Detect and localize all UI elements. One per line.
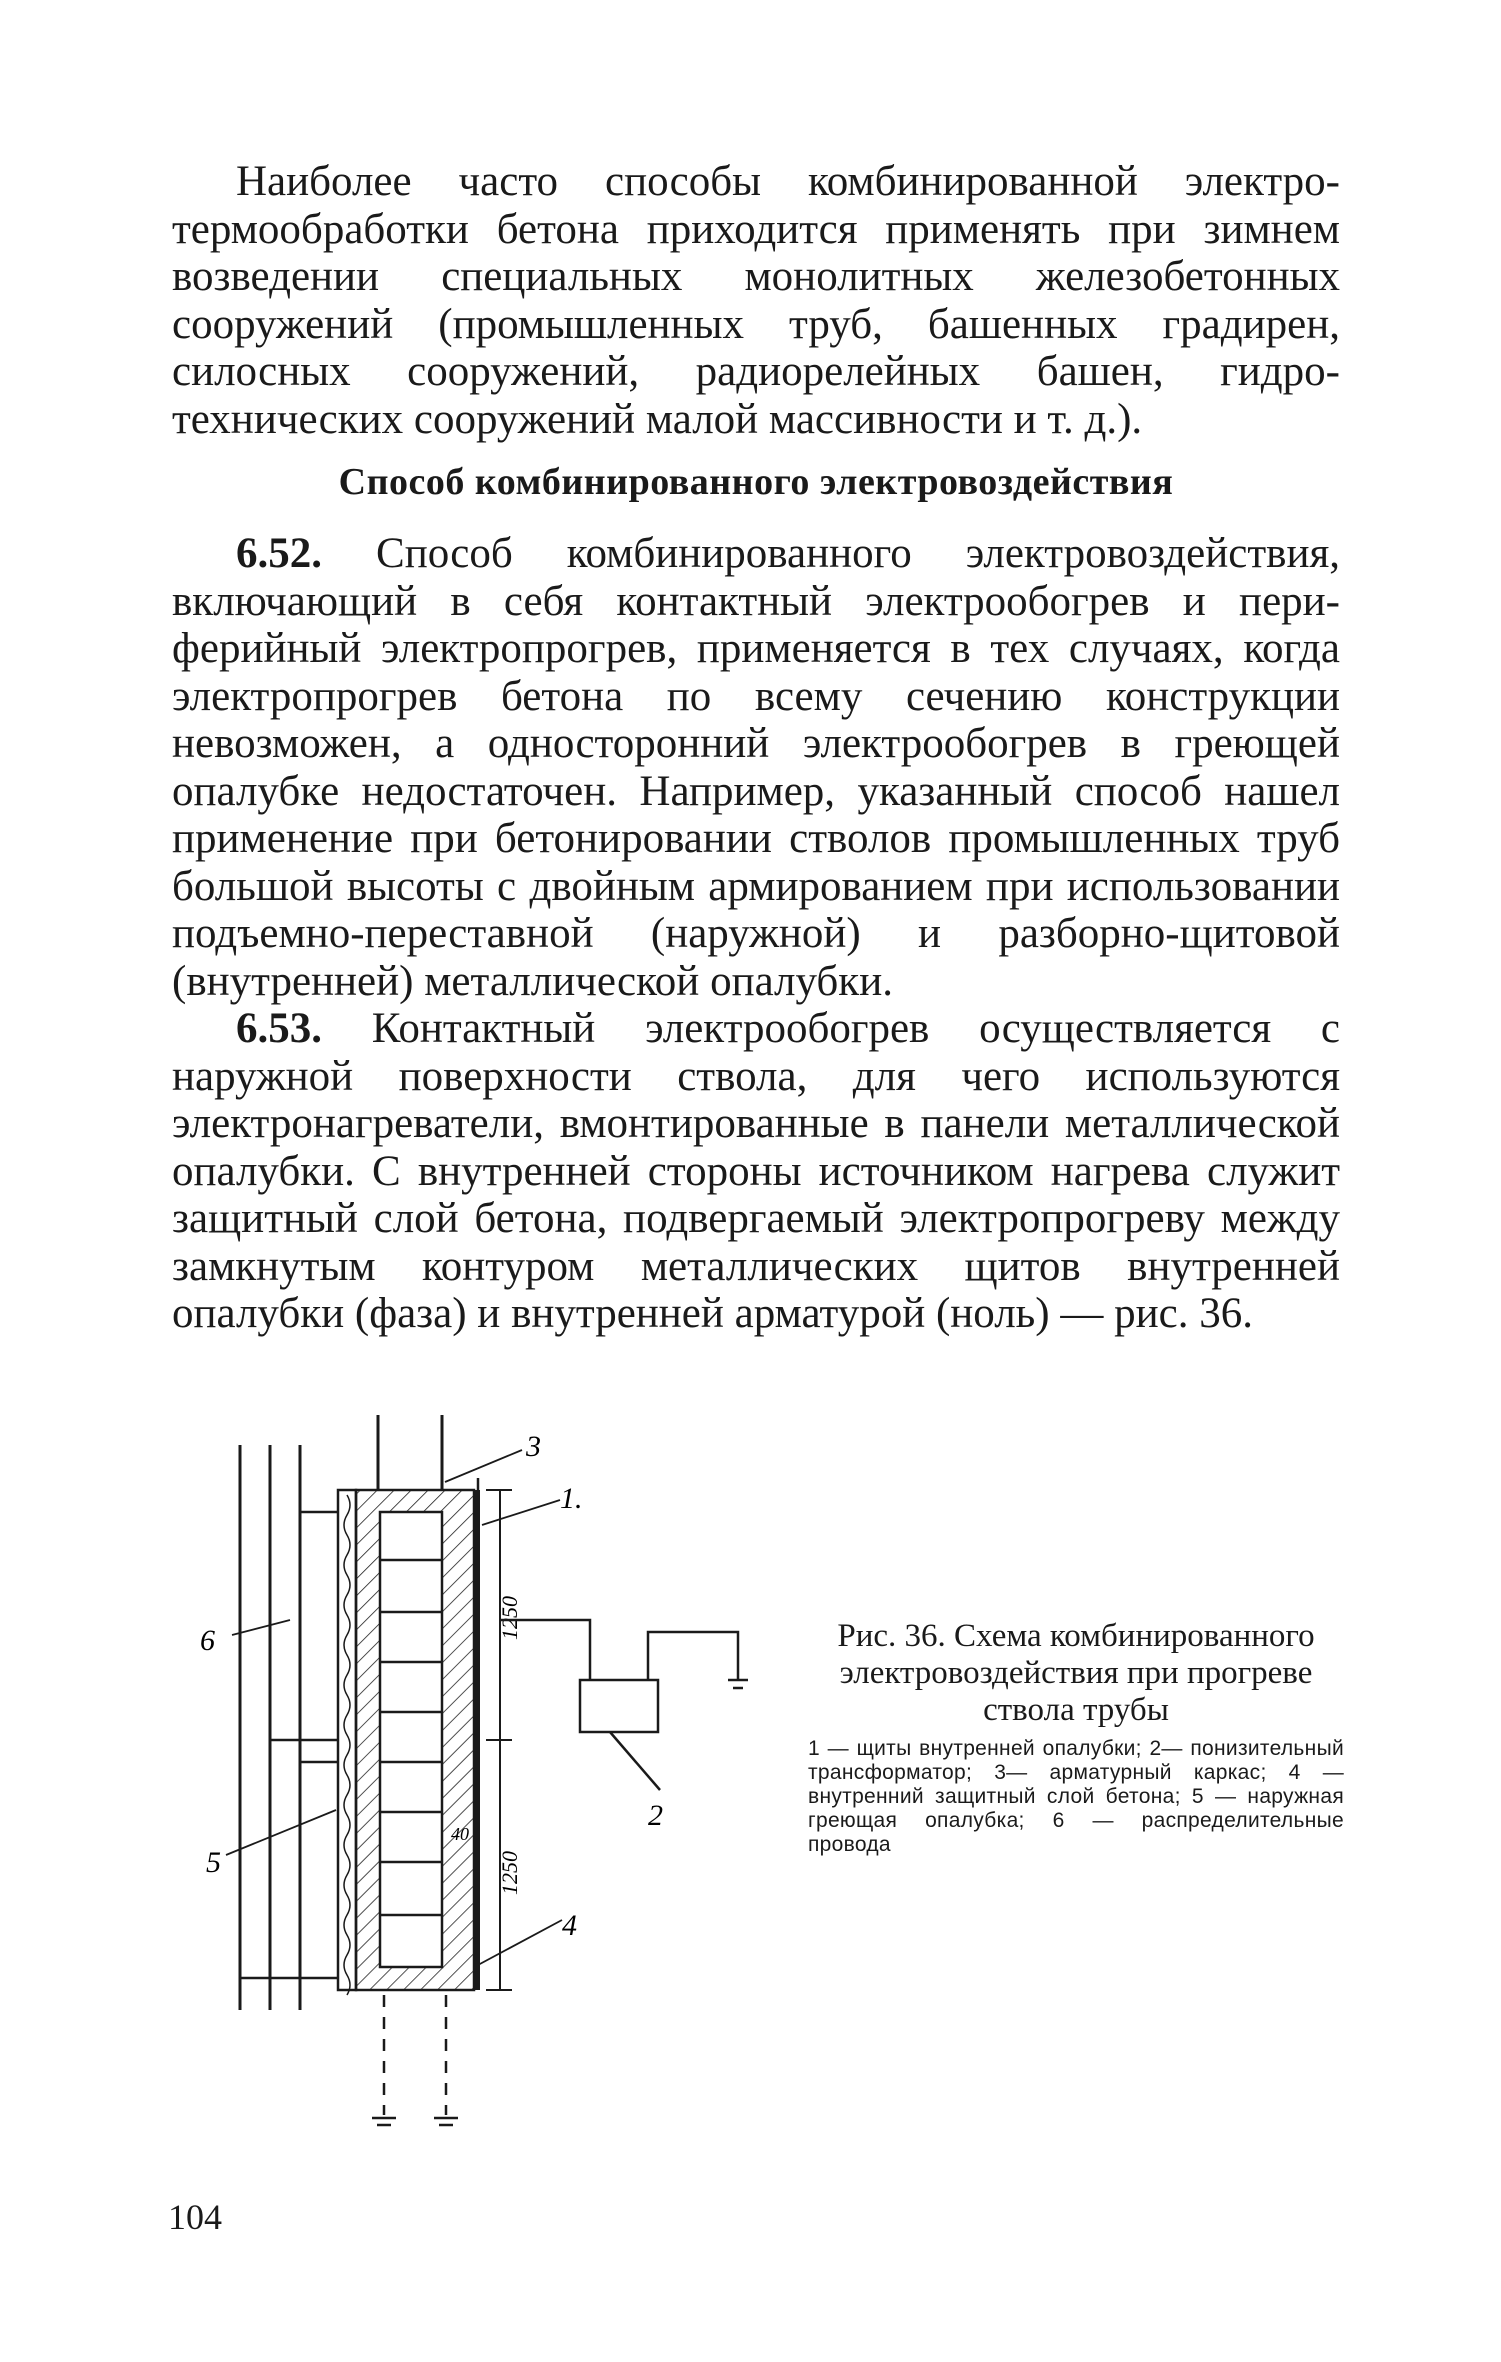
section-heading: Способ комбинированного электровоздействия	[338, 461, 1174, 503]
wire-taps	[240, 1512, 338, 1978]
transformer	[500, 1620, 748, 1790]
paragraph-text: Способ комбинированного электровоздействия, включающий в себя контактный электрообогрев и периферийный электропрогрев, применяется в тех случаях, когда электропрогрев бетона по всему сечению конструкции невозможен, а односторонний электрообогрев в греющей опалубке недостаточен. Например, указанный способ нашел применение при бетонировании стволов промышленных труб большой высоты с двойным армированием при использовании подъемно-переставной (наружной) и разборно-щитовой (внутренней) металлической опалубки.	[172, 530, 1340, 1005]
dimension-label-top: 1250	[497, 1596, 522, 1640]
distribution-wires	[240, 1445, 300, 2010]
heater-coil	[344, 1495, 350, 1995]
figure-label-5: 5	[206, 1846, 221, 1879]
paragraph-6-52	[172, 530, 1340, 1005]
numbered-paragraphs	[172, 530, 1340, 1338]
dimension-lines	[486, 1490, 512, 1990]
caption-title: Рис. 36. Схема комбинированного электровоздействия при прогреве ствола трубы	[837, 1618, 1315, 1728]
pipe-dashed-continuation	[384, 1995, 446, 2115]
dimension-label-small: 40	[451, 1824, 469, 1844]
reinforcement-cage	[380, 1512, 442, 1967]
paragraph-text: Контактный электрообогрев осуществляется с наружной поверхности ствола, для чего используются электронагреватели, вмонтированные в панели металлической опалубки. С внутренней стороны источником нагрева служит защитный слой бетона, подвергаемый электропрогреву между замкнутым контуром металлических щитов внутренней опалубки (фаза) и внутренней арматурой (ноль) — рис. 36.	[172, 1005, 1340, 1337]
intro-paragraph-block	[172, 158, 1340, 443]
paragraph-number: 6.53.	[236, 1005, 322, 1052]
figure-label-1: 1.	[560, 1482, 583, 1515]
figure-caption	[808, 1618, 1344, 1857]
paragraph-number: 6.52.	[236, 530, 322, 577]
intro-paragraph: Наиболее часто способы комбинированной электротермообработки бетона приходится применять при зимнем возведении специальных монолитных железобетонных сооружений (промышленных труб, башенных градирен, силосных сооружений, радиорелейных башен, гидротехнических сооружений малой массивности и т. д.).	[172, 158, 1340, 443]
figure-label-2: 2	[648, 1799, 663, 1832]
inner-formwork-shields	[474, 1490, 480, 1990]
page-number: 104	[168, 2197, 222, 2237]
figure-label-4: 4	[562, 1909, 577, 1942]
pipe-extension	[378, 1415, 442, 1490]
figure-label-6: 6	[200, 1624, 215, 1657]
caption-legend: 1 — щиты внутренней опалубки; 2— понизительный трансформатор; 3— арматурный каркас; 4 — внутренний защитный слой бетона; 5 — наружная греющая опалубка; 6 — распределительные провода	[808, 1737, 1344, 1856]
ground-symbols	[372, 2118, 458, 2125]
dimension-label-bottom: 1250	[497, 1851, 522, 1895]
figure-label-3: 3	[526, 1430, 541, 1463]
paragraph-6-53	[172, 1005, 1340, 1338]
figure-36-diagram	[180, 1400, 780, 2140]
